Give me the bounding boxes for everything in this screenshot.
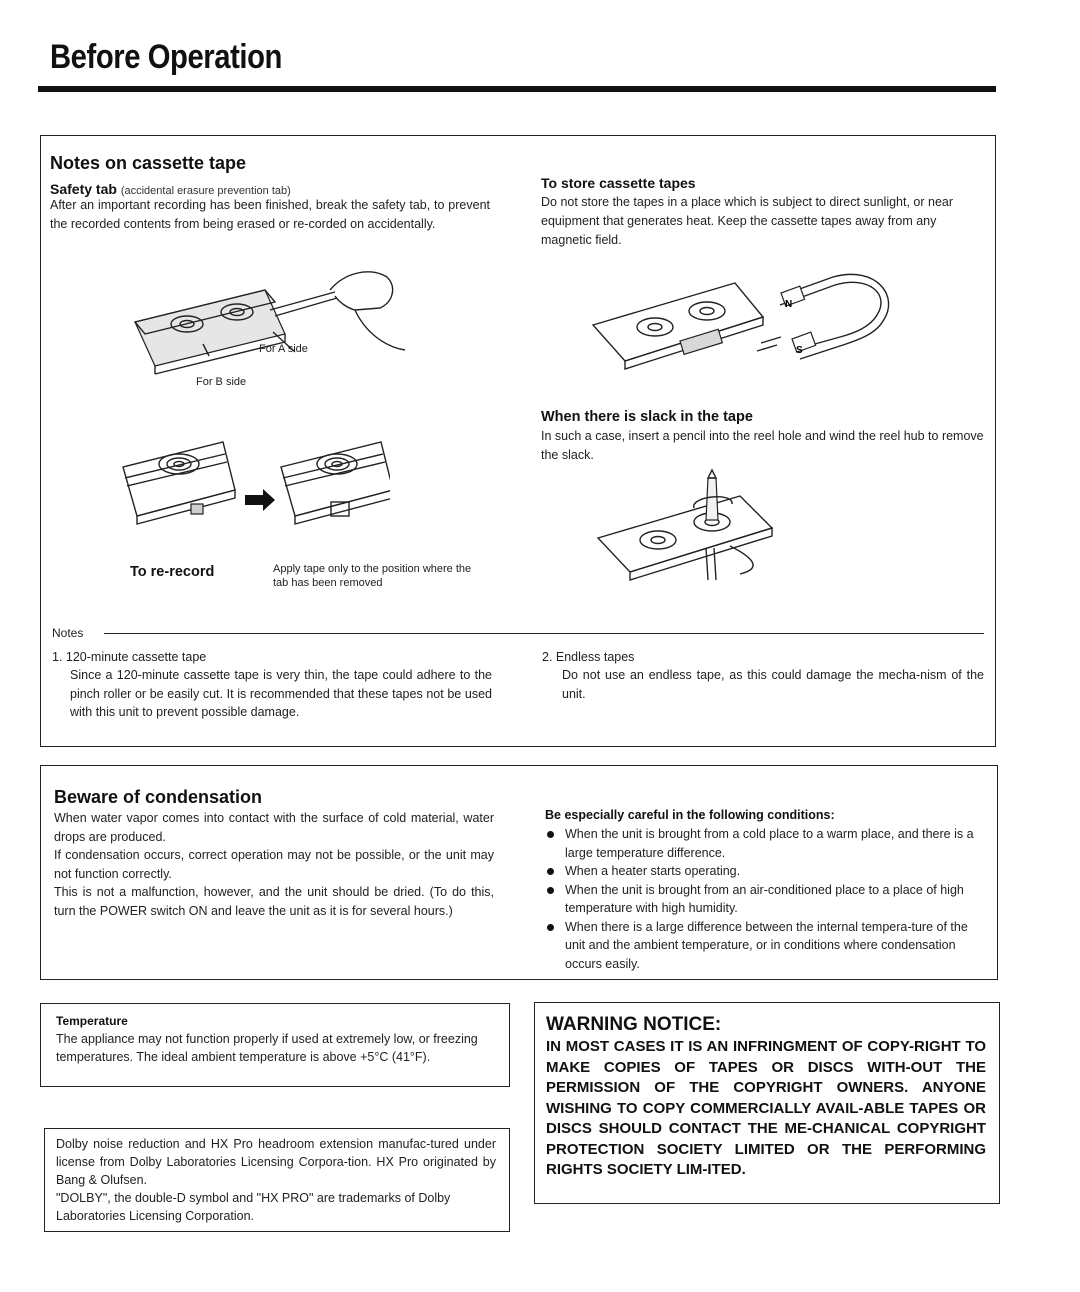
page-title: Before Operation	[50, 38, 282, 76]
title-rule	[38, 86, 996, 92]
note2-text: Do not use an endless tape, as this could damage the mecha-nism of the unit.	[562, 668, 984, 701]
magnet-illustration	[585, 265, 900, 375]
store-text: Do not store the tapes in a place which is subject to direct sunlight, or near equipment that generates heat. Keep the cassette tapes away from any magnetic field.	[541, 195, 954, 247]
dolby-text2: "DOLBY", the double-D symbol and "HX PRO" are trademarks of Dolby Laboratories Licensing Corporation.	[56, 1191, 451, 1223]
slack-heading: When there is slack in the tape	[541, 409, 753, 425]
note2-title: 2. Endless tapes	[542, 650, 635, 664]
condensation-heading: Beware of condensation	[54, 787, 263, 807]
rerecord-label: To re-record	[130, 564, 215, 580]
safety-tab-title	[50, 181, 291, 197]
conditions-item: When there is a large difference between the internal tempera-ture of the unit and the ambient temperature, or in conditions where condensation occurs easily.	[545, 918, 985, 974]
warning-text: IN MOST CASES IT IS AN INFRINGMENT OF COPY-RIGHT TO MAKE COPIES OF TAPES OR DISCS WITH-OUT THE PERMISSION OF THE COPYRIGHT OWNERS. ANYONE WISHING TO COPY COMMERCIALLY AVAIL-ABLE TAPES OR DISCS SHOULD CONTACT THE ME-CHANICAL COPYRIGHT PROTECTION SOCIETY LIMITED OR THE PERFORMING RIGHTS SOCIETY LIM-ITED.	[546, 1038, 986, 1178]
caption-b-side: For B side	[196, 376, 247, 388]
slack-illustration	[590, 468, 800, 588]
rerecord-text: Apply tape only to the position where the tab has been removed	[273, 563, 472, 589]
dolby-text1: Dolby noise reduction and HX Pro headroom extension manufac-tured under license from Dolby Laboratories Licensing Corpora-tion. HX Pro originated by Bang & Olufsen.	[56, 1137, 496, 1187]
notes-rule	[104, 633, 984, 634]
warning-title: WARNING NOTICE:	[546, 1014, 722, 1035]
temperature-text: The appliance may not function properly if used at extremely low, or freezing temperatures. The ideal ambient temperature is above +5°C (41°F).	[56, 1032, 478, 1064]
temperature-heading: Temperature	[56, 1014, 128, 1028]
safety-tab-label: Safety tab	[50, 181, 117, 197]
rerecord-illustration	[115, 432, 390, 537]
conditions-item: When the unit is brought from a cold place to a warm place, and there is a large temperature difference.	[545, 825, 985, 862]
slack-text: In such a case, insert a pencil into the reel hole and wind the reel hub to remove the slack.	[541, 429, 984, 462]
caption-a-side: For A side	[259, 343, 308, 355]
condensation-para1: When water vapor comes into contact with the surface of cold material, water drops are produced.	[54, 811, 494, 844]
cassette-heading: Notes on cassette tape	[50, 153, 247, 173]
conditions-list	[545, 825, 985, 973]
magnet-s-label: S	[796, 345, 803, 356]
safety-tab-text: After an important recording has been finished, break the safety tab, to prevent the recorded contents from being erased or re-corded on accidentally.	[50, 198, 490, 231]
dolby-text	[56, 1135, 496, 1225]
condensation-para2: If condensation occurs, correct operation may not be possible, or the unit may not function correctly.	[54, 848, 494, 881]
notes-label: Notes	[52, 626, 84, 640]
note1-text: Since a 120-minute cassette tape is very thin, the tape could adhere to the pinch roller or be easily cut. It is recommended that these tapes not be used with this unit to prevent possible damage.	[70, 668, 492, 719]
magnet-n-label: N	[785, 299, 793, 310]
condensation-text	[54, 809, 494, 920]
conditions-item: When a heater starts operating.	[545, 862, 985, 881]
condensation-para3: This is not a malfunction, however, and the unit should be dried. (To do this, turn the POWER switch ON and leave the unit as it is for several hours.)	[54, 885, 494, 918]
safety-tab-illustration	[125, 262, 425, 392]
note1-title: 1. 120-minute cassette tape	[52, 650, 207, 664]
conditions-item: When the unit is brought from an air-conditioned place to a place of high temperature with high humidity.	[545, 881, 985, 918]
conditions-heading: Be especially careful in the following conditions:	[545, 808, 835, 822]
store-heading: To store cassette tapes	[541, 175, 696, 191]
safety-tab-note: (accidental erasure prevention tab)	[120, 185, 291, 197]
